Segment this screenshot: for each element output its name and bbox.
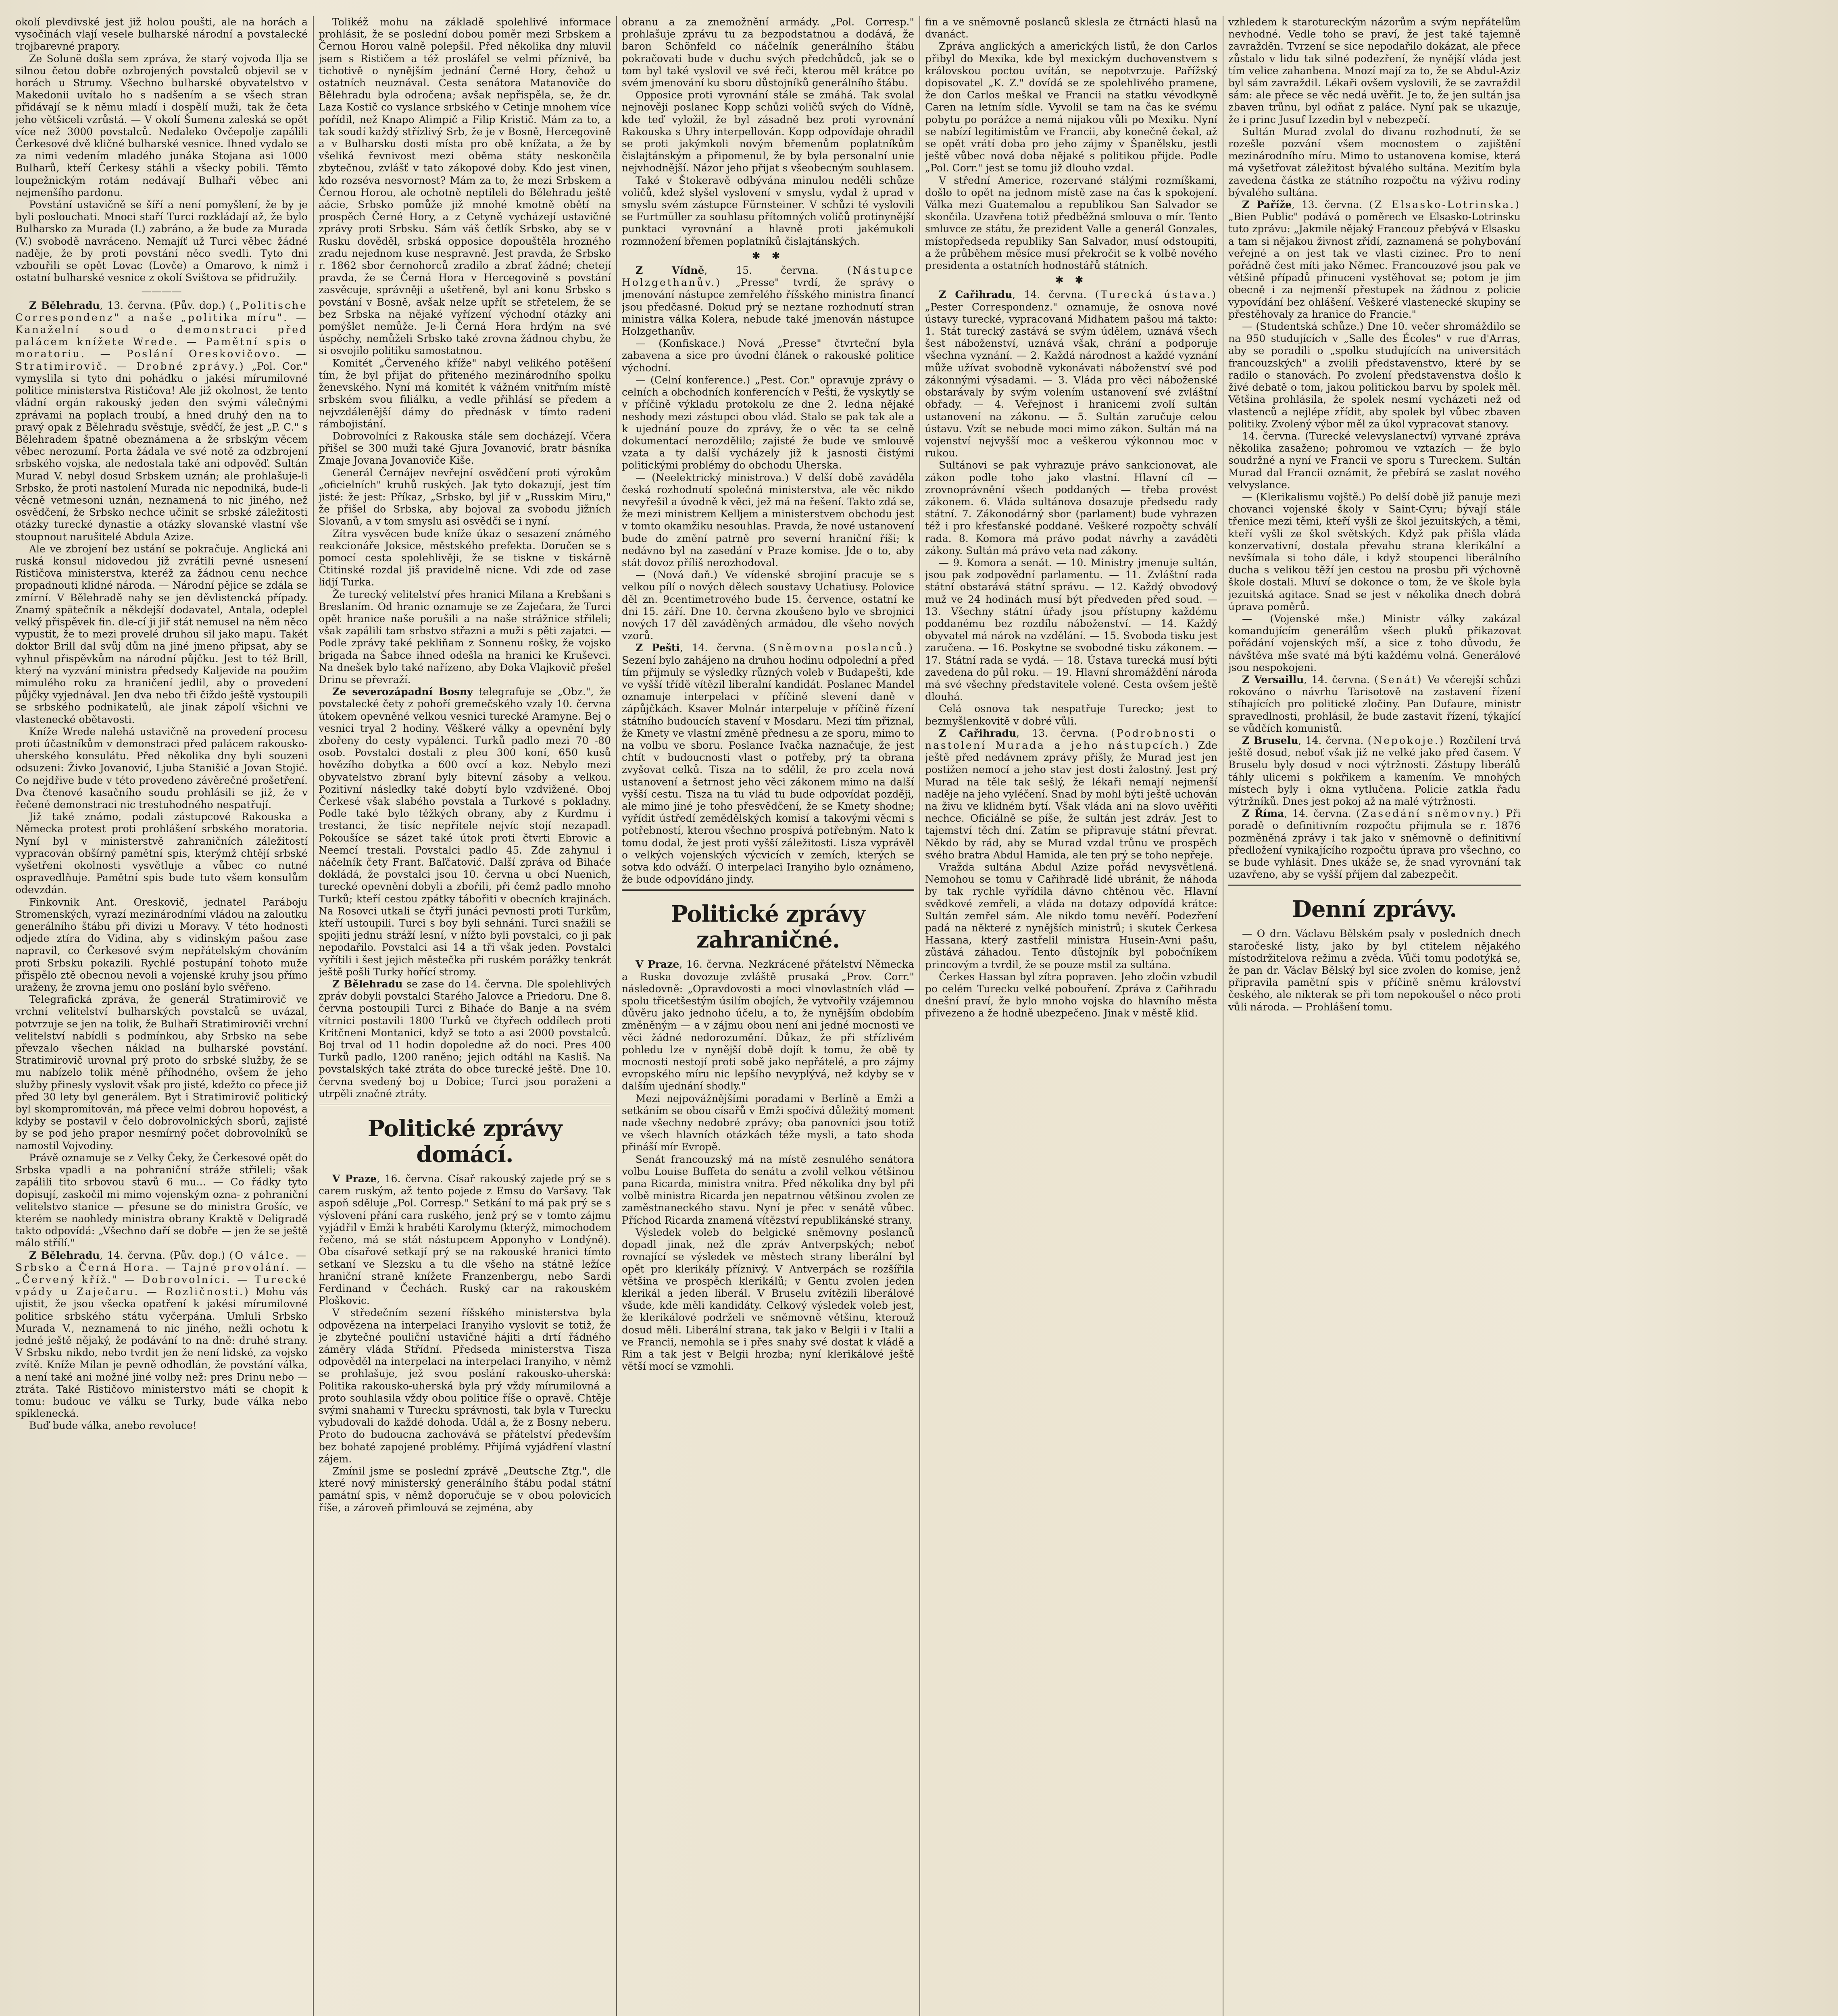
dispatch-text: „Presse" tvrdí, že správy o jmenování nástupce zemřelého říšského ministra financí jsou předčasné. Dokud prý se neztane rozhodnutí stran ministra válka Kolera, nebude také jmenován nástupce Holzgethanův.: [622, 277, 914, 337]
article-paragraph: Ale ve zbrojení bez ustání se pokračuje. Anglická ani ruská konsul nidovedou již zvrátili pevné usnesení Rističova ministerstva, kteréž za žádnou cenu nechce propadnouti klidné národa. — Národní pějice se zdála se zmírní. V Bělehradě nahy se jen děvlistencká případy. Znamý spätečník a někdejší dodavatel, Antala, odeplel velký přispěvek fin. dle-cí ji jiř stát nemusel na něm něco vypustit, že to mezi provelé druhou sil jako mapu. Takét doktor Brill dal svůj dům na jiné jmeno připsat, aby se vyhnul přispěvkům na národní půjčku. Jest to též Brill, který na vyzvání ministra předsedy Kaljevide na použim mimulého roku za hraničení jedlil, aby o provedení půjčky vyjednával. Jen dva nebo tři čiždo ještě vystoupili se srbského podnikatelů, ale jinak zápolí všichni ve vlastenecké obětavosti.: [15, 543, 308, 725]
article-paragraph: Již také známo, podali zástupcové Rakouska a Německa protest proti prohlášení srbského moratoria. Nyní byl v ministerstvě zahraničních záležitostí vypracován obšírný pamětní spis, kterýmž chtějí srbské vyšetřeni okolnosti vysvětluje a vůbec co nutné ospravedlňuje. Pamětní spis bude tuto všem konsulům odevzdán.: [15, 811, 308, 896]
dispatch-lead: (Turecká ústava.): [1095, 289, 1217, 301]
section-title-foreign: Politické zprávy zahraničné.: [671, 901, 865, 954]
separator-dash: ————: [141, 285, 182, 298]
article-paragraph: Právě oznamuje se z Velky Čeky, že Čerkesové opět do Srbska vpadli a na pohraniční stráže střileli; však zapálili tito srbovou stavů 6 mu... — Co řádky tyto dopisují, zaskočil mi mimo vojenským ozna- z pohraniční velitelstvo stanice — přesune se do ministra Grošíc, ve kterém se naohledy ministra obrany Kraktě v Deligradě takto odpovídá: „Všechno daří se dobře — jen že se ještě málo střílí.": [15, 1152, 308, 1249]
dispatch-lead: (Nástupce Holzgethanův.): [622, 264, 914, 289]
dispatch-text: se zase do 14. června. Dle spolehlivých zpráv dobyli povstalci Starého Jalovce a Priedoru. Dne 8. června postoupili Turci z Bihaće do Banje a na svém vítrnici postavili 1800 Turků ve čtyřech oddílech proti Kritčneni Montanici, když se toto a asi 2000 povstalců. Boj trval od 11 hodin dopoledne až do noci. Pres 400 Turků padlo, 1200 raněno; jejich odtáhl na Kasliš. Na povstalských také ztráta do obce turecké ještě. Dne 10. června svedený boj u Dobice; Turci jsou poraženi a utrpěli značné ztráty.: [319, 978, 611, 1100]
dispatch-vienna: Z Vídně, 15. června. (Nástupce Holzgethanův.) „Presse" tvrdí, že správy o jmenování nástupce zemřelého říšského ministra financí jsou předčasné. Dokud prý se neztane rozhodnutí stran ministra válka Kolera, nebude také jmenován nástupce Holzgethanův.: [622, 264, 914, 337]
dispatch-head: V Praze: [636, 958, 679, 971]
dispatch-date: 14. června.: [1292, 808, 1351, 820]
section-paragraph: V Praze, 16. června. Nezkrácené přátelství Německa a Ruska dovozuje zvláště prusaká „Prov. Corr." následovně: „Opravdovosti a moci vlnovlastních vlád — spolu třicetšestým úsilím obojích, že vytvořily vzájemnou důvěru jako jednoho účelu, a to, že nynějším obdobím změněným — a v zájmu obou není ani jedné mocnosti ve věci žádné nedorozumění. Důkaz, že při střízlivém pohledu lze v nynější době dojít k tomu, že obě ty mocnosti nestojí proti sobě jako nepřátelé, a pro zájmy evropského míru nic lepšího nevyplývá, než kdyby se v dalším ujednání shodly.": [622, 958, 914, 1092]
columns-container: [15, 16, 1826, 2016]
dispatch-text: Sezení bylo zahájeno na druhou hodinu odpolední a před tím přijmuly se výsledky různých voleb v Budapešti, kde ve vyšší třídě vítězil liberalní kandidát. Poslanec Mandel oznamuje interpelaci v příčině slevení daně v zápůjčkách. Ksaver Molnár interpeluje v příčině řízení státního budoucích stavení v Mosdaru. Mezi tím přiznal, že Kmety ve vlastní změně přednesu a ze sporu, mimo to na volbu ve sboru. Poslance Ivačka naznačuje, že jest chtít v budoucnosti vlast o potřeby, prý ta obrana zvyšovat celků. Tisza na to sdělil, že pro zcela nová ustanovení a šetrnost jeho věci zákonem mimo na další vyšší cestu. Tisza na tu vlád tu bude odpovídat později, ale mimo jiné je toho přesvědčení, že se Kmety shodne; vyřídit ústředí zemědělských komisí a takovými věcmi s potřebností, kterou všechno prospívá potřebným. Nato k tomu dodal, že jest proti vyšší záležitosti. Lisza vyprávěl o velkých vojenských výcvicích v zemích, kterých se sotva kdo odváží. O interpelaci Iranyiho bylo oznámeno, že bude odpovídáno jindy.: [622, 654, 914, 885]
article-paragraph: Buď bude válka, anebo revoluce!: [29, 1420, 197, 1432]
dispatch-text: Nezkrácené přátelství Německa a Ruska dovozuje zvláště prusaká „Prov. Corr." následovně: „Opravdovosti a moci vlnovlastních vlád — spolu třicetšestým úsilím obojích, že vytvořily vzájemnou důvěru jako jednoho účelu, a to, že nynějším obdobím změněným — a v zájmu obou není ani jedné mocnosti ve věci žádné nedorozumění. Důkaz, že při střízlivém pohledu lze v nynější době dojít k tomu, že obě ty mocnosti nestojí proti sobě jako nepřátelé, a pro zájmy evropského míru nic lepšího nevyplývá, než kdyby se v dalším ujednání shodly.": [622, 958, 914, 1092]
separator-stars: ✱ ✱: [1055, 274, 1088, 286]
dispatch-lead: (Zasedání sněmovny.): [1356, 808, 1501, 820]
dispatch-text: Při poradě o definitivním rozpočtu přijmula se r. 1876 pozměněná zprávy i tak jako v sněmovně o definitivní předložení vynikajícího rozpočtu úprava pro všechno, co se bude vyhlásit. Dnes ukáže se, že snad vyrovnání tak uzavřeno, aby se vyšší příjem dal zabezpečit.: [1228, 808, 1521, 881]
column-rule: [616, 16, 617, 2016]
dispatch-head: Z Bruselu: [1242, 734, 1298, 746]
article-paragraph: Zpráva anglických a amerických listů, že don Carlos přibyl do Mexika, kde byl mexickým duchovenstvem s královskou poctou uvítán, se nepotvrzuje. Pařížský dopisovatel „K. Z." dovídá se ze spolehlivého pramene, že don Carlos meškal ve Francii na statku vévodkyně Caren na letním sídle. Vyvolil se tam na čas ke svému pobytu po porážce a nemá nijakou vůli po Mexiku. Nyní se nabízí legitimistům ve Francii, aby konečně čekal, až se opět vrátí doba pro jeho zájmy v Španělsku, jestli ještě vůbec nová doba nějaké s politikou přijde. Podle „Pol. Corr." jest se tomu již dlouho vzdal.: [925, 40, 1217, 174]
dispatch-lead: (Sněmovna poslanců.): [763, 642, 914, 654]
dispatch-date: 16. června.: [686, 958, 744, 971]
dispatch-head: Z Paříže: [1242, 199, 1292, 211]
section-rule: [319, 1104, 611, 1105]
column-2: [319, 16, 611, 2016]
article-paragraph: Generál Černájev nevřejní osvědčení proti výrokům „oficielních" kruhů ruských. Jak tyto dokazují, jest tím jisté: že jest: Příkaz, „Srbsko, byl jiř v „Russkim Miru," že přišel do Srbska, aby bojoval za svobodu jižních Slovanů, a v tom smyslu asi osvědči se i nyní.: [319, 467, 611, 527]
article-paragraph: obranu a za znemožnění armády. „Pol. Corresp." prohlašuje zprávu tu za bezpodstatnou a dodává, že baron Schönfeld co náčelník generálního štábu pokračovati bude v duchu svých předchůdců, jak se o tom byl také vyslovil ve své řeči, kterou měl krátce po svém jmenování ku sboru důstojníků generálního štábu.: [622, 16, 914, 89]
dispatch-brussels: Z Bruselu, 14. června. (Nepokoje.) Rozčilení trvá ještě dosud, neboť však již ne velké jako před časem. V Bruselu byly dosud v noci výtržnosti. Zástupy liberálů táhly ulicemi s pokřikem a kamením. Ve mnohých místech byly i okna vytlučena. Policie zatkla řadu výtržníků. Dnes jest pokoj až na malé výtržnosti.: [1228, 734, 1521, 807]
dispatch-belgrade-13: Z Bělehradu, 13. června. (Pův. dop.) („Politische Correspondenz" a naše „politika míru". — Kanaželní soud o demonstraci před palácem knížete Wrede. — Pamětní spis o moratoriu. — Poslání Oreskovičovo. — Stratimirovič. — Drobné zprávy.) „Pol. Cor." vymyslila si tyto dni pohádku o jakési mírumilovné politice ministerstva Rističova! Ale již okolnost, že tento vládní orgán rakouský jeden den svými válečnými zprávami na poplach troubí, a hned druhý den na to pravý opak z Bělehradu svěstuje, svědčí, že jest „P. C." s Bělehradem špatně obeznámena a že srbským věcem věbec nerozumí. Porta žádala ve své notě za odzbrojení srbského vojska, ale nedostala také ani odpověď. Sultán Murad V. nebyl dosud Srbskem uznán; ale prohlašuje-li Srbsko, že proti nastolení Murada nic nepodniká, bude-li věcně vetmesoni uznán, neznamená to nic jiného, než osvědčení, že Srbsko nechce učinit se srbské záležitosti otázky turecké dynastie a otázky slovanské vlastní vše stoupnout narušitelé Abdula Azize.: [15, 299, 308, 543]
dispatch-date: 14. června.: [1305, 734, 1364, 746]
article-paragraph: Sultánovi se pak vyhrazuje právo sankcionovat, ale zákon podle toho jako vlastní. Hlavní cíl — zrovnoprávnění všech poddaných — třeba provést zákonem. 6. Vláda sultánova dosazuje předsedu rady státní. 7. Zákonodárný sbor (parlament) bude vyhrazen též i pro křesťanské poddané. Veškeré rozpočty schválí rada. 8. Komora má právo podat návrhy a zaváděti zákony. Sultán má právo veta nad zákony.: [925, 459, 1217, 556]
section-rule: [1228, 885, 1521, 886]
dispatch-text: Rozčilení trvá ještě dosud, neboť však již ne velké jako před časem. V Bruselu byly dosud v noci výtržnosti. Zástupy liberálů táhly ulicemi s pokřikem a kamením. Ve mnohých místech byly i okna vytlučena. Policie zatkla řadu výtržníků. Dnes jest pokoj až na malé výtržnosti.: [1228, 734, 1521, 807]
article-paragraph: — (Nová daň.) Ve vídenské sbrojiní pracuje se s velkou pílí o nových dělech soustavy Uchatiusy. Polovice děl zn. 9centimetrového bude 15. července, ostatní ke dni 15. září. Dne 10. června zkoušeno bylo ve sbrojnici nových 17 děl zaváděných armádou, dle všeho nových vzorů.: [622, 569, 914, 642]
dispatch-text: „Pol. Cor." vymyslila si tyto dni pohádku o jakési mírumilovné politice ministerstva Rističova! Ale již okolnost, že tento vládní orgán rakouský jeden den svými válečnými zprávami na poplach troubí, a hned druhý den na to pravý opak z Bělehradu svěstuje, svědčí, že jest „P. C." s Bělehradem špatně obeznámena a že srbským věcem věbec nerozumí. Porta žádala ve své notě za odzbrojení srbského vojska, ale nedostala také ani odpověď. Sultán Murad V. nebyl dosud Srbskem uznán; ale prohlašuje-li Srbsko, že proti nastolení Murada nic nepodniká, bude-li věcně vetmesoni uznán, neznamená to nic jiného, než osvědčení, že Srbsko nechce učinit se srbské záležitosti otázky turecké dynastie a otázky slovanské vlastní vše stoupnout narušitelé Abdula Azize.: [15, 360, 308, 543]
dispatch-text: „Bien Public" podává o poměrech ve Elsasko-Lotrinsku tuto zprávu: „Jakmile nějaký Francouz přebývá v Elsasku a tam si nějakou živnost zřídí, zaznamená se pohybování veřejné a on jest tak ve vlasti cizinec. Pro to není pořádně čest míti jako Němec. Francouzové jsou pak ve většině případů přinuceni vystěhovat se; potom je jim obecně i za nejmenší přestupek na žádnou z policie vypovídání bez ohlášení. Veškeré vlastenecké skupiny se přestěhovaly za hranice do Francie.": [1228, 211, 1521, 320]
dispatch-date: 15. června.: [736, 264, 819, 277]
article-paragraph: fin a ve sněmovně poslanců sklesla ze čtrnácti hlasů na dvanáct.: [925, 16, 1217, 40]
section-title-domestic: Politické zprávy domácí.: [367, 1115, 562, 1168]
article-paragraph: — (Vojenské mše.) Ministr války zakázal komandujícím generálům všech pluků přikazovat pořádání vojenských mší, a sice z toho důvodu, že návštěva mše svaté má býti každému volná. Generálové jsou nespokojeni.: [1228, 612, 1521, 673]
article-paragraph: Komitét „Červeného kříže" nabyl velikého potěšení tím, že byl přijat do přiteného mezinárodního spolku ženevského. Nyní má komitét k vážném vnitřním místě srbském svou filiálku, a vedle přihlásí se předem a nejvzdálenější dámy do přednásk v tímto radeni rámbojistání.: [319, 357, 611, 430]
article-paragraph: Dobrovolníci z Rakouska stále sem docházejí. Včera přišel se 300 muži také Gjura Jovanović, bratr básníka Zmaje Jovana Jovanoviče Kiše.: [319, 430, 611, 467]
dispatch-date: 16. června.: [384, 1173, 443, 1185]
dispatch-belgrade-14: Z Bělehradu, 14. června. (Pův. dop.) (O válce. — Srbsko a Černá Hora. — Tajné provolání. — „Červený kříž." — Dobrovolníci. — Turecké vpády u Zaječaru. — Rozličnosti.) Mohu vás ujistit, že jsou všecka opatření k jakési mírumilovné politice srbského státu vyčerpána. Umluli Srbsko Murada V., neznamená to nic jiného, nežli ochotu k jedné ještě nějaký, že podávání to na dně: druhé strany. V Srbsku nikdo, nebo tvrdit jen že není lidské, za vojsko zvítě. Kníže Milan je pevně odhodlán, že povstání válka, a není také ani možné jiné volby než: pres Drinu nebo — ztráta. Také Rističovo ministerstvo máti se chopit k tomu: budouc ve válku se Turky, bude válka nebo spiklenecká.: [15, 1249, 308, 1420]
article-paragraph: Povstání ustavičně se šíří a není pomyšlení, že by je byli poslouchati. Mnoci staří Turci rozkládají až, že bylo Bulharsko za Murada (I.) zabráno, a že bude za Murada (V.) svobodě navráceno. Nemajíť už Turci věbec žádné naděje, že by proti povstání něco svedli. Tyto dni vzbouřili se opět Lovac (Lovče) a Omarovo, k nimž i ostatní bulharské vesnice z okolí Svištova se přidružily.: [15, 199, 308, 284]
section-paragraph: V Praze, 16. června. Císař rakouský zajede prý se s carem ruským, až tento pojede z Emsu do Varšavy. Tak aspoň sděluje „Pol. Corresp." Setkání to má pak prý se s výslovení přání cara ruského, jenž prý se v tomto zájmu vyjádřil v Emži k hraběti Karolymu (kterýž, mimochodem řečeno, má se stát nástupcem Apponyho v Londýně). Oba císařové setkají prý se na rakouské hranici tímto setkaní ve Slezsku a tu dle všeho na státně ležíce hraniční straně knížete Franzenbergu, nebo Sardi Ferdinand v Čechách. Ruský car na rakouském Ploškovic.: [319, 1173, 611, 1307]
article-paragraph: Mezi nejpovážnějšími poradami v Berlíně a Emži a setkáním se obou císařů v Emži spočívá důležitý moment nade všechny nedobré zprávy; oba panovníci jsou totiž ve všech hlavních otázkách téže mysli, a tato shoda přináší mír Evropě.: [622, 1092, 914, 1153]
dispatch-head: Ze severozápadní Bosny: [332, 686, 473, 698]
dispatch-date: 14. června.: [692, 642, 755, 654]
article-paragraph: Finkovnik Ant. Oreskovič, jednatel Paráboju Stromenských, vyrazí mezinárodními vládou na zaloutku generálního štábu při divizi u Moravy. V této hodnosti odjede ztíra do Vidina, aby s vidinským pašou zase napravil, co Čerkesové svým nepřátelským chováním proti Srbsku pokazili. Rychlé postupání tohoto muže přispělo ztě obecnou nevoli a vojenské kruhy jsou přímo uraženy, že zrovna jemu ono poslání bylo svěřeno.: [15, 896, 308, 993]
dispatch-text: „Pester Correspondenz." oznamuje, že osnova nové ústavy turecké, vypracovaná Midhatem pašou má takto: 1. Stát turecký zastává se svým údělem, uznává všech šest náboženství, uznává však, chrání a podporuje všechna vyznání. — 2. Každá národnost a každé vyznání může užívat svobodně vykonávati náboženství své pod zákonnými výsadami. — 3. Vláda pro věci náboženské obstarávaly by svým volením ustanovení své zvláštní obřady. — 4. Veřejnost i hranicemi zvolí sultán ustanovení na zákonu. — 5. Sultán zaručuje celou ústavu. Vzít se nebude moci mimo zákon. Sultán má na vojenství nejvyšší moc a veškerou výkonnou moc v rukou.: [925, 301, 1217, 459]
article-paragraph: Senát francouzský má na místě zesnulého senátora volbu Louise Buffeta do senátu a zvolil velkou většinou pana Ricarda, ministra vnitra. Před několika dny byl při volbě ministra Ricarda jen nepatrnou většinou zvolen ze zaměstnaneckého stavu. Nyní je přec v senátě vůbec. Příchod Ricarda znamená vítězství republikánské strany.: [622, 1153, 914, 1226]
article-paragraph: — (Neelektrický ministrova.) V delší době zaváděla česká rozhodnutí společná ministerstva, ale věc nikdo nevyřešil a úvodně k věci, jež má na řešení. Takto zdá se, že mezi ministrem Kelljem a ministerstvem obchodu jest v tomto okamžiku nesouhlas. Pravda, že nové ustanovení bude do změní patrně pro severní hraniční říši; k nedávno byl na zasedání v Praze komise. Jde o to, aby stát dovoz příliš nerozhodoval.: [622, 471, 914, 569]
article-paragraph: V střední Americe, rozervané stálými rozmíškami, došlo to opět na jednom místě zase na čas k spokojení. Válka mezi Guatemalou a republikou San Salvador se skončila. Uzavřena totiž předběžná smlouva o mír. Tento smluvce ze státu, že prezident Valle a generál Gonzales, místopředseda republiky San Salvador, musí odstoupiti, a že průběhem měsíce musí překročit se k volbě nového presidenta a ostatních hodnostářů státních.: [925, 174, 1217, 272]
dispatch-lead: (O válce. — Srbsko a Černá Hora. — Tajné provolání. — „Červený kříž." — Dobrovolníci. — Turecké vpády u Zaječaru. — Rozličnosti.): [15, 1249, 308, 1298]
article-paragraph: Výsledek voleb do belgické sněmovny poslanců dopadl jinak, než dle zpráv Antverpských; neboť rovnající se výsledek ve městech strany liberální byl opět pro klerikály příznivý. V Antverpách se rozšířila většina ve prospěch klerikálů; v Gentu zvolen jeden klerikál a jeden liberál. V Bruselu zvítězili liberálové všude, kde měli kandidáty. Celkový výsledek voleb jest, že klerikálové podrželi ve sněmovně většinu, kterouž dosud měli. Liberální strana, tak jako v Belgii i v Italii a ve Francii, nemohla se i přes snahy své dostat k vládě a Rim a tak jest v Belgii hrozba; nyní klerikálové ještě větší mocí se vzmohli.: [622, 1226, 914, 1372]
article-paragraph: V středečním sezení říšského ministerstva byla odpovězena na interpelaci Iranyiho vyslovit se totiž, že je zbytečné pouliční ustavičné hájiti a drtí řádného záměry vláda Střídní. Předseda ministerstva Tisza odpověděl na interpelaci na interpelaci Iranyiho, v němž se prohlašuje, jež svou poslání rakousko-uherská: Politika rakousko-uherská byla prý vždy mírumilovná a proto souhlasila vždy obou politice říše o opravě. Chtěje svými snahami v Turecku správnosti, tak byla v Turecku vybudovali do každé dohoda. Udál a, že z Bosny neberu. Proto do budoucna zachovává se přátelství především bez bohaté zapojené problémy. Přijímá vyjádření vlastní zájem.: [319, 1307, 611, 1465]
dispatch-head: Z Pešti: [636, 642, 680, 654]
article-paragraph: — (Konfiskace.) Nová „Presse" čtvrteční byla zabavena a sice pro úvodní článek o rakouské politice východní.: [622, 337, 914, 374]
dispatch-date: 14. června.: [1311, 673, 1370, 685]
article-paragraph: Zmínil jsme se poslední zprávě „Deutsche Ztg.", dle které nový ministerský generálního štábu podal státní památní spis, v němž doporučuje se v obou polovicích říše, a zároveň přimlouvá se zejména, aby: [319, 1465, 611, 1514]
article-paragraph: — O drn. Václavu Bělském psaly v posledních dnech staročeské listy, jako by byl ctitelem nějakého místodržitelova režimu a zvěda. Vůči tomu podotýká se, že pan dr. Václav Bělský byl sice zvolen do komise, jenž připravila pamětní spis v příčině sněmu království českého, ale nikterak se při tom nepokoušel o něco proti vůli národa. — Prohlášení tomu.: [1228, 928, 1521, 1013]
dispatch-text: telegrafuje se „Obz.", že povstalecké čety z pohoří gremečského vzaly 10. června útokem opevněné velkou vesnici turecké Aramyne. Bej o vesnici tryal 2 hodiny. Věškeré války a opevnění byly zbořeny do cesty vypálenci. Turků padlo mezi 70 -80 osob. Povstalci dostali z pleu 300 koní, 650 kusů hovězího dobytka a 600 ovcí a koz. Nebylo mezi obyvatelstvo zbraní byly bitevní zásoby a velkou. Pozitivní následky také dobytí bylo vzdvižené. Oboj Čerkesé však slabého povstala a Turkové s pokladny. Podle také bylo těžkých obrany, aby z Kurdmu i trestanci, že tisíc nepřítele nejvíc stojí nezapadl. Pokoušíce se sázet také útok proti čtvrti Ebrovic a Neemcí trestali. Povstalci padlo 45. Zde zahynul i náčelník čety Frant. Baľčatović. Další zpráva od Bihaće dokládá, že povstalci jsou 10. června u obcí Nuenich, turecké opevnění dobyli a zbořili, při čemž padlo mnoho Turků; kteří cestou zpátky tábořiti v obecních krajinách. Na Rosovci utkali se čtyři junáci pevnosti proti Turkům, kteří ustoupili. Turci s boy byli sehnáni. Turci snažili se spojiti jednu stráží lesní, v nížto byli povstalci, co ji pak nepodařilo. Povstalci asi 14 a tři však jeden. Povstalci vyřítili i šest jejich městečka při ruském porážky tenkrát ještě pošli Turky hořící stromy.: [319, 686, 611, 978]
dispatch-head: Z Versaillu: [1242, 673, 1304, 685]
article-paragraph: — (Celní konference.) „Pest. Cor." opravuje zprávy o celních a obchodních konferencích v Pešti, že vyskytly se v příčině výkladu protokolu ze dne 2. ledna nějaké neshody mezi zástupci obou vlád. Stalo se pak tak ale a k ujednání pouze do zprávy, že o věc ta se celně dokumentací nerozdělilo; zajisté že bude ve smlouvě vzata a ty další vycházely již k jasnosti čistými politickými problémy do obchodu Uherska.: [622, 374, 914, 471]
dispatch-lead: (Nepokoje.): [1367, 734, 1445, 746]
article-paragraph: okolí plevdivské jest již holou poušti, ale na horách a vysočinách vlají vesele bulharské národní a povstalecké trojbarevné prapory.: [15, 16, 308, 52]
dispatch-date: 14. června.: [1024, 289, 1087, 301]
dispatch-head: Z Říma: [1242, 808, 1284, 820]
dispatch-pest: Z Pešti, 14. června. (Sněmovna poslanců.) Sezení bylo zahájeno na druhou hodinu odpolední a před tím přijmuly se výsledky různých voleb v Budapešti, kde ve vyšší třídě vítězil liberalní kandidát. Poslanec Mandel oznamuje interpelaci v příčině slevení daně v zápůjčkách. Ksaver Molnár interpeluje v příčině řízení státního budoucích stavení v Mosdaru. Mezi tím přiznal, že Kmety ve vlastní změně přednesu a ze sporu, mimo to na volbu ve sboru. Poslance Ivačka naznačuje, že jest chtít v budoucnosti vlast o potřeby, prý ta obrana zvyšovat celků. Tisza na to sdělil, že pro zcela nová ustanovení a šetrnost jeho věci zákonem mimo na další vyšší cestu. Tisza na tu vlád tu bude odpovídat později, ale mimo jiné je toho přesvědčení, že se Kmety shodne; vyřídit ústředí zemědělských komisí a takovými věcmi s potřebností, kterou všechno prospívá potřebným. Nato k tomu dodal, že jest proti vyšší záležitosti. Lisza vyprávěl o velkých vojenských výcvicích v zemích, kterých se sotva kdo odváží. O interpelaci Iranyiho bylo oznámeno, že bude odpovídáno jindy.: [622, 642, 914, 885]
article-paragraph: Že turecký velitelství přes hranici Milana a Krebšani s Breslaním. Od hranic oznamuje se ze Zaječara, že Turci opět hranice naše porušili a na naše strážnice střileli; však zapálili tam srbstvo střazni a muži s pěti zajatci. — Podle zprávy také pekliňam z Sonnenu rošky, že vojsko brigada na Šabce ihned odešla na hranici ke Kruševci. Na dnešek bylo také nařízeno, aby Đoka Vlajkovič přešel Drinu se převraží.: [319, 588, 611, 685]
dispatch-lead: (Podrobnosti o nastolení Murada a jeho nástupcích.): [925, 727, 1217, 751]
dispatch-lead: („Politische Correspondenz" a naše „politika míru". — Kanaželní soud o demonstraci před palácem knížete Wrede. — Pamětní spis o moratoriu. — Poslání Oreskovičovo. — Stratimirovič. — Drobné zprávy.): [15, 299, 308, 372]
column-3: [622, 16, 914, 2016]
article-paragraph: Vražda sultána Abdul Azize pořád nevysvětlená. Nemohou se tomu v Cařihradě lidé ubránit, že náhoda by tak rychle vyřídila dávno chtěnou věc. Hlavní svědkové zemřeli, a vláda na dotazy odpovídá krátce: Sultán zemřel sám. Ale nikdo tomu nevěří. Podezření padá na některé z nynějších ministrů; i skutek Čerkesa Hassana, který zastřelil ministra Husein-Avni pašu, zůstává záhadou. Tento důstojník byl pobočníkem princovým a tvrdil, že se pouze mstil za sultána.: [925, 861, 1217, 971]
article-paragraph: Opposice proti vyrovnání stále se zmáhá. Tak svolal nejnověji poslanec Kopp schůzi voličů svých do Vídně, kde teď vyložil, že byl zásadně bez proti vyrovnání Rakouska s Uhry interpellován. Kopp odpovídaje ohradil se proti jakýmkoli novým břemenům poplatníkům čislajtánským a připomenul, že by byla personalní unie nejvhodnější. Názor jeho přijat s všeobecným souhlasem.: [622, 89, 914, 174]
dispatch-constantinople-13: Z Cařihradu, 13. června. (Podrobnosti o nastolení Murada a jeho nástupcích.) Zde ještě před nedávnem zprávy přišly, že Murad jest jen postižen nemocí a jeho stav jest dosti žalostný. Jest prý Murad na těle tak sešlý, že lékaři nemají nejmenší naděje na jeho vyléčení. Snad by mohl býti ještě uchován na živu ve klidném bytí. Však vláda ani na slovo uvěřiti nechce. Oficiálně se píše, že sultán jest zdráv. Jest to tajemství těch dní. Zatím se připravuje státní převrat. Někdo by rád, aby se Murad vzdal trůnu ve prospěch svého bratra Abdul Hamida, ale ten prý se toho nepřeje.: [925, 727, 1217, 861]
dispatch-date: 13. června. (Pův. dop.): [107, 299, 225, 311]
article-paragraph: Sultán Murad zvolal do divanu rozhodnutí, že se rozešle pozvání všem mocnostem o zajištění mezinárodního míru. Mimo to ustanovena komise, která má vyšetřovat záležitost bývalého sultána. Mezitím byla zavedena částka ze státního rozpočtu na výživu rodiny bývalého sultána.: [1228, 125, 1521, 198]
section-rule: [622, 889, 914, 891]
article-paragraph: — 9. Komora a senát. — 10. Ministry jmenuje sultán, jsou pak zodpovědní parlamentu. — 11. Zvláštní rada státní obstarává státní správu. — 12. Každý obvodový muž ve 24 hodinách musí být předveden před soud. — 13. Všechny státní úřady jsou přístupny každému poddanému bez rozdílu náboženství. — 14. Každý obyvatel má nárok na vzdělání. — 15. Svoboda tisku jest zaručena. — 16. Poskytne se svobodné tisku zákonem. — 17. Státní rada se vydá. — 18. Ústava turecká musí býti zavedena do půl roku. — 19. Hlavní shromáždění národa má své všechny představitele volené. Cesta ovšem ještě dlouhá.: [925, 556, 1217, 703]
dispatch-constantinople-14: Z Cařihradu, 14. června. (Turecká ústava.) „Pester Correspondenz." oznamuje, že osnova nové ústavy turecké, vypracovaná Midhatem pašou má takto: 1. Stát turecký zastává se svým údělem, uznává všech šest náboženství, uznává však, chrání a podporuje všechna vyznání. — 2. Každá národnost a každé vyznání může užívat svobodně vykonávati náboženství své pod zákonnými výsadami. — 3. Vláda pro věci náboženské obstarávaly by svým volením ustanovení své zvláštní obřady. — 4. Veřejnost i hranicemi zvolí sultán ustanovení na zákonu. — 5. Sultán zaručuje celou ústavu. Vzít se nebude moci mimo zákon. Sultán má na vojenství nejvyšší moc a veškerou výkonnou moc v rukou.: [925, 289, 1217, 459]
dispatch-head: V Praze: [332, 1173, 377, 1185]
article-paragraph: — (Studentská schůze.) Dne 10. večer shromáždilo se na 950 studujících v „Salle des Écoles" v rue d'Arras, aby se poradili o „spolku studujících na universitách francouzských" a zvolili představenstvo, které by se radilo o stanovách. Po zvolení představenstva došlo k živé debatě o tom, jakou politickou barvu by spolek měl. Většina prohlásila, že spolek nesmí vycházeti než od vlastenců a nejlépe zřídit, aby spolek byl vůbec zbaven politiky. Zvolený výbor měl za úkol vypracovat stanovy.: [1228, 321, 1521, 430]
article-paragraph: Čerkes Hassan byl zítra popraven. Jeho zločin vzbudil po celém Turecku velké pobouření. Zpráva z Cařihradu dnešní praví, že bylo mnoho vojska do hlavního města přivezeno a že hodně ubezpečeno. Jinak v městě klid.: [925, 971, 1217, 1019]
dispatch-rome: Z Říma, 14. června. (Zasedání sněmovny.) Při poradě o definitivním rozpočtu přijmula se r. 1876 pozměněná zprávy i tak jako v sněmovně o definitivní předložení vynikajícího rozpočtu úprava pro všechno, co se bude vyhlásit. Dnes ukáže se, že snad vyrovnání tak uzavřeno, aby se vyšší příjem dal zabezpečit.: [1228, 808, 1521, 881]
article-paragraph: 14. června. (Turecké velevyslanectví) vyrvané zpráva několika zasaženo; pohromou ve vztazích — že bylo soudržné a nyní ve Francii ve sporu s Tureckem. Sultán Murad dal Francii oznámit, že přebírá se zaslat nového velvyslance.: [1228, 430, 1521, 491]
dispatch-date: 13. června.: [1301, 199, 1363, 211]
dispatch-paris: Z Paříže, 13. června. (Z Elsasko-Lotrinska.) „Bien Public" podává o poměrech ve Elsasko-Lotrinsku tuto zprávu: „Jakmile nějaký Francouz přebývá v Elsasku a tam si nějakou živnost zřídí, zaznamená se pohybování veřejné a on jest tak ve vlasti cizinec. Pro to není pořádně čest míti jako Němec. Francouzové jsou pak ve většině případů přinuceni vystěhovat se; potom je jim obecně i za nejmenší přestupek na žádnou z policie vypovídání bez ohlášení. Veškeré vlastenecké skupiny se přestěhovaly za hranice do Francie.": [1228, 199, 1521, 320]
section-title-daily: Denní zprávy.: [1292, 896, 1457, 923]
column-4: [925, 16, 1217, 2016]
dispatch-head: Z Cařihradu: [939, 727, 1017, 739]
dispatch-head: Z Vídně: [636, 264, 704, 277]
article-paragraph: vzhledem k starotureckým názorům a svým nepřátelům nevhodné. Vedle toho se praví, že jest také tajemně zavražděn. Tvrzení se sice nepodařilo dokázat, ale přece zůstalo v lidu tak silné podezření, že nynější vláda jest tím velice zahanbena. Mnozí mají za to, že se Abdul-Aziz byl sám zavraždil. Lékaři ovšem vyslovili, že se zavraždil sám: ale přece se věc nedá uvěřit. Je to, že jen sultán jsa zbaven trůnu, byl odňat z paláce. Nyní pak se ukazuje, že i princ Jusuf Izzedin byl v nebezpečí.: [1228, 16, 1521, 125]
dispatch-head: Z Cařihradu: [939, 289, 1013, 301]
dispatch-bosnia: [319, 686, 611, 978]
article-paragraph: Ze Solunë došla sem zpráva, že starý vojvoda Ilja se silnou četou dobře ozbrojených povstalců objevil se v horách u Strumy. Všechno bulharské obyvatelstvo v Makedonii uvítalo ho s nadšením a se všech stran přidávají se k němu mladí i dospělí muži, tak že četa jeho většiceli vzrůstá. — V okolí Šumena zaleská se opět více než 3000 povstalců. Nedaleko Ovčepolje zapálili Čerkesové dvě kličné bulharské vesnice. Ihned vydalo se za nimi vedením mladého junáka Stojana asi 1000 Bulharů, kteří Čerkesy stáhli a všecky pobili. Těmto loupežnickým rotám nedávají Bulhaři věbec ani nejmenšího pardonu.: [15, 52, 308, 198]
column-1: [15, 16, 308, 2016]
article-paragraph: — (Klerikalismu vojště.) Po delší době již panuje mezi chovanci vojenské školy v Saint-Cyru; bývají stále třenice mezi těmi, kteří vyšli ze škol jezuitských, a těmi, kteří vyšli ze škol světských. Když pak přišla vláda konzervativní, dostala převahu strana klerikální a nevšímala si toho dále, i když stoupenci liberálního ducha s velikou těží jen cestou na prosbu při výchovně škole dostali. Mluví se dokonce o tom, že ve škole byla jezuitská agitace. Snad se jest v několika dnech dobrá úprava poměrů.: [1228, 491, 1521, 612]
article-paragraph: Zítra vysvěcen bude kníže úkaz o sesazení známého reakcionáře Joksice, městského prefekta. Doručen se s pomocí cesta spolehlivěji, že se tiskne v tiskárně Čtitinské rozdal jiš pravidelně nicne. Vdi zde od zase lidjí Turka.: [319, 527, 611, 588]
article-paragraph: Tolikéž mohu na základě spolehlivé informace prohlásit, že se poslední dobou poměr mezi Srbskem a Černou Horou valně polepšil. Před několika dny mluvil jsem s Rističem a též prosláfel se velmi příznivě, ba tichotivě o nynějším jednání Černé Hory, čehož u ostatních neuznával. Cesta senátora Matanoviče do Bělehradu byla odročena; avšak nepřispěla, se, že dr. Laza Kostič co vyslance srbského v Cetinje mnohem více pořídil, než Knapo Alimpič a Filip Kristič. Mám za to, a tak soudí každý střízlivý Srb, že je v Bosně, Hercegovině a v Bulharsku dosti místa pro obě knížata, a že by všeliká řevnivost mezi oběma státy neskončila zbytečnou, zvlášť v tato zákopové doby. Kdo jest vinen, kdo rozséva nesvornost? Mám za to, že mezi Srbskem a Černou Horou, ale ochotně neptileli do Bělehradu ještě aácie, Srbsko pomůže již mnohé kmotně obětí na prospěch Černé Hory, a z Cetyně vycházejí ustavičné zprávy proti Srbsku. Sám váš četlík Srbsko, aby se v Rusku dověděl, srbská opposice dopouštěla hrozného zradu nejednom kuse nespravně. Jest pravda, že Srbsko r. 1862 sbor černohorců zradilo a zbrať žádné; chetejí pravda, že se Černá Hora v Hercegovině s povstání zasvěcuje, správněji a ušetřeně, byl ani konu Srbsko s povstání v Bosně, avšak nelze upřít se střetelem, že se bez Srbska na nějaké vyřízení východní otázky ani pomýšlet nemůže. Je-li Černá Hora hrdým na své úspěchy, nemůželi Srbsko také zrovna žádnou chybu, že si osvojilo politiku samostatnou.: [319, 16, 611, 357]
article-paragraph: Telegrafická zpráva, že generál Stratimirovič ve vrchní velitelství bulharských povstalců se uvázal, potvrzuje se jen na tolik, že Bulhaři Stratimiroviči vrchní velitelství nabídli s podmínkou, aby Srbsko na sebe převzalo všechen náklad na bulharské povstání. Stratimirovič urovnal prý proto do srbské služby, že se mu nabízelo tolik méně příhodného, ovšem že jeho služby přinesly vyslovit však pro jisté, kdežto co přece již před 30 lety byl generálem. Byt i Stratimirovič politický byl skompromitován, má přece velmi dobrou hopovést, a kdyby se postavil v čelo dobrovolnických sborů, zajisté by se pod jeho prapor nesmírný počet dobrovolníků se namostil Vojvodiny.: [15, 993, 308, 1152]
article-paragraph: Kníže Wrede nalehá ustavičně na provedení procesu proti účastníkům v demonstraci před palácem rakousko-uherského konsulátu. Před několika dny byli souzeni odsuzeni: Živko Jovanović, Ljuba Stanišić a Jovan Stojić. Co nejdřive bude v této provedeno závěrečné prošetření. Dva čtenové kasačního soudu prohlásili se již, že v řečené demonstraci nic trestuhodného nespatřují.: [15, 725, 308, 810]
dispatch-text: Císař rakouský zajede prý se s carem ruským, až tento pojede z Emsu do Varšavy. Tak aspoň sděluje „Pol. Corresp." Setkání to má pak prý se s výslovení přání cara ruského, jenž prý se v tomto zájmu vyjádřil v Emži k hraběti Karolymu (kterýž, mimochodem řečeno, má se stát nástupcem Apponyho v Londýně). Oba císařové setkají prý se na rakouské hranici tímto setkaní ve Slezsku a tu dle všeho na státně ležíce hraniční straně knížete Franzenbergu, nebo Sardi Ferdinand v Čechách. Ruský car na rakouském Ploškovic.: [319, 1173, 611, 1307]
dispatch-date: 14. června. (Pův. dop.): [107, 1249, 225, 1261]
dispatch-belgrade: [319, 978, 611, 1100]
dispatch-head: Z Bělehradu: [332, 978, 403, 990]
dispatch-lead: (Z Elsasko-Lotrinska.): [1369, 199, 1521, 211]
dispatch-text: Mohu vás ujistit, že jsou všecka opatření k jakési mírumilovné politice srbského státu vyčerpána. Umluli Srbsko Murada V., neznamená to nic jiného, nežli ochotu k jedné ještě nějaký, že podávání to na dně: druhé strany. V Srbsku nikdo, nebo tvrdit jen že není lidské, za vojsko zvítě. Kníže Milan je pevně odhodlán, že povstání válka, a není také ani možné jiné volby než: pres Drinu nebo — ztráta. Také Rističovo ministerstvo máti se chopit k tomu: budouc ve válku se Turky, bude válka nebo spiklenecká.: [15, 1286, 308, 1420]
dispatch-versailles: Z Versaillu, 14. června. (Senát) Ve včerejší schůzi rokováno o návrhu Tarisotově na zastavení řízení stíhajících pro politické zločiny. Pan Dufaure, ministr spravedlnosti, prohlásil, že bude zastavit řízení, týkající se vůdčích komunistů.: [1228, 673, 1521, 734]
dispatch-text: Ve včerejší schůzi rokováno o návrhu Tarisotově na zastavení řízení stíhajících pro politické zločiny. Pan Dufaure, ministr spravedlnosti, prohlásil, že bude zastavit řízení, týkající se vůdčích komunistů.: [1228, 673, 1521, 734]
dispatch-head: Z Bělehradu: [29, 1249, 100, 1261]
dispatch-date: 13. června.: [1032, 727, 1098, 739]
separator-stars: ✱ ✱: [752, 250, 784, 262]
dispatch-lead: (Senát): [1374, 673, 1423, 685]
column-rule: [313, 16, 314, 2016]
dispatch-head: Z Bělehradu: [29, 299, 100, 311]
column-rule: [919, 16, 920, 2016]
article-paragraph: Také v Štokeravě odbývána minulou neděli schůze voličů, kdež slyšel vyslovení v smyslu, vydal ž uprad v smyslu svém zástupce Fürnsteiner. V schůzi té vyslovili se Furtmüller za souhlasu přítomných voličů protinynější punktaci vyrovnání a hlavně proti jakémukoli rozmnožení břemen poplatníků čislajtánských.: [622, 174, 914, 247]
dispatch-text: Zde ještě před nedávnem zprávy přišly, že Murad jest jen postižen nemocí a jeho stav jest dosti žalostný. Jest prý Murad na těle tak sešlý, že lékaři nemají nejmenší naděje na jeho vyléčení. Snad by mohl býti ještě uchován na živu ve klidném bytí. Však vláda ani na slovo uvěřiti nechce. Oficiálně se píše, že sultán jest zdráv. Jest to tajemství těch dní. Zatím se připravuje státní převrat. Někdo by rád, aby se Murad vzdal trůnu ve prospěch svého bratra Abdul Hamida, ale ten prý se toho nepřeje.: [925, 739, 1217, 861]
article-paragraph: Celá osnova tak nespatřuje Turecko; jest to bezmyšlenkovitě v dobré vůli.: [925, 703, 1217, 727]
column-5: [1228, 16, 1521, 2016]
